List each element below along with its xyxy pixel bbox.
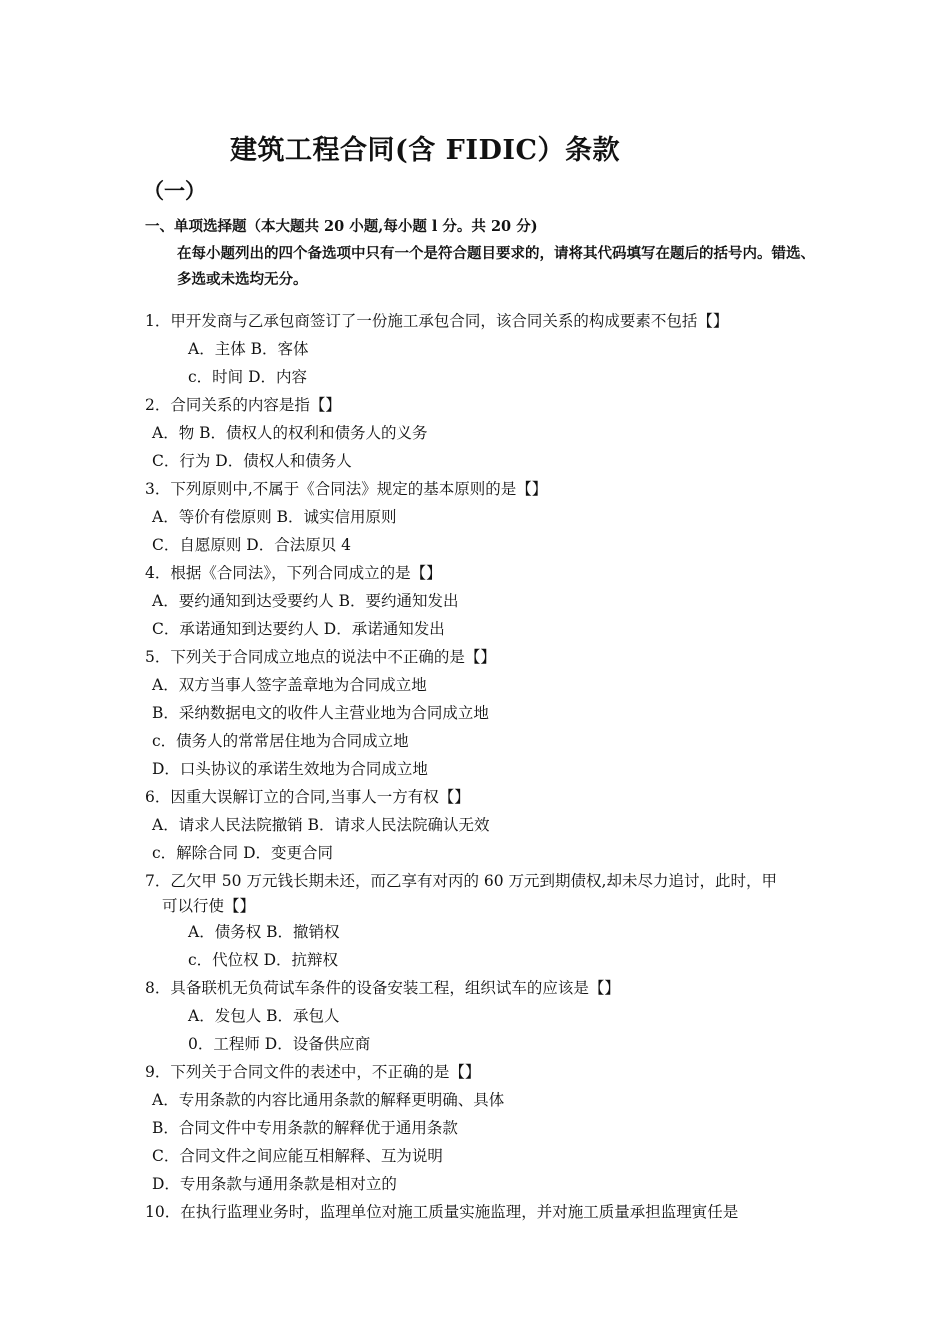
question-8: 8．具备联机无负荷试车条件的设备安装工程，组织试车的应该是【】 — [145, 979, 620, 997]
question-9-option-a: A．专用条款的内容比通用条款的解释更明确、具体 — [152, 1091, 505, 1109]
question-5-option-d: D．口头协议的承诺生效地为合同成立地 — [152, 760, 428, 778]
question-1-options-cd: c．时间 D．内容 — [188, 368, 308, 386]
question-9-option-d: D．专用条款与通用条款是相对立的 — [152, 1175, 397, 1193]
question-4-options-ab: A．要约通知到达受要约人 B．要约通知发出 — [152, 592, 459, 610]
question-2: 2．合同关系的内容是指【】 — [145, 396, 341, 414]
question-5-option-b: B．采纳数据电文的收件人主营业地为合同成立地 — [152, 704, 489, 722]
question-3: 3．下列原则中,不属于《合同法》规定的基本原则的是【】 — [145, 480, 548, 498]
question-1: 1．甲开发商与乙承包商签订了一份施工承包合同，该合同关系的构成要素不包括【】 — [145, 312, 729, 330]
question-7-options-cd: c．代位权 D．抗辩权 — [188, 951, 339, 969]
question-6-options-ab: A．请求人民法院撤销 B．请求人民法院确认无效 — [152, 816, 490, 834]
question-8-options-ab: A．发包人 B．承包人 — [188, 1007, 340, 1025]
question-5-option-a: A．双方当事人签字盖章地为合同成立地 — [152, 676, 427, 694]
question-2-options-cd: C．行为 D．债权人和债务人 — [152, 452, 352, 470]
question-5-option-c: c．债务人的常常居住地为合同成立地 — [152, 732, 409, 750]
section-instructions: 在每小题列出的四个备选项中只有一个是符合题目要求的，请将其代码填写在题后的括号内。错选、多选或未选均无分。 — [177, 245, 815, 288]
section-heading: 一、单项选择题（本大题共 20 小题,每小题 l 分。共 20 分) — [145, 218, 538, 235]
question-3-options-ab: A．等价有偿原则 B．诚实信用原则 — [152, 508, 397, 526]
question-9-option-b: B．合同文件中专用条款的解释优于通用条款 — [152, 1119, 458, 1137]
question-10: 10．在执行监理业务时，监理单位对施工质量实施监理，并对施工质量承担监理寅任是 — [145, 1203, 739, 1221]
question-2-options-ab: A．物 B．债权人的权利和债务人的义务 — [152, 424, 428, 442]
question-7-options-ab: A．债务权 B．撤销权 — [188, 923, 340, 941]
document-title: 建筑工程合同(含 FIDIC）条款 — [230, 135, 621, 166]
question-8-options-cd: 0．工程师 D．设备供应商 — [188, 1035, 371, 1053]
question-6-options-cd: c．解除合同 D．变更合同 — [152, 844, 334, 862]
question-1-options-ab: A．主体 B．客体 — [188, 340, 309, 358]
question-4-options-cd: C．承诺通知到达要约人 D．承诺通知发出 — [152, 620, 445, 638]
question-7-continued: 可以行使【】 — [162, 897, 256, 915]
question-3-options-cd: C．自愿原则 D．合法原贝 4 — [152, 536, 352, 554]
question-9-option-c: C．合同文件之间应能互相解释、互为说明 — [152, 1147, 443, 1165]
question-5: 5．下列关于合同成立地点的说法中不正确的是【】 — [145, 648, 496, 666]
document-subtitle: （一） — [143, 178, 206, 203]
question-9: 9．下列关于合同文件的表述中，不正确的是【】 — [145, 1063, 481, 1081]
question-4: 4．根据《合同法》，下列合同成立的是【】 — [145, 564, 442, 582]
question-6: 6．因重大误解订立的合同,当事人一方有权【】 — [145, 788, 470, 806]
question-7: 7．乙欠甲 50 万元钱长期未还，而乙享有对丙的 60 万元到期债权,却未尽力追讨，此时，甲 — [145, 872, 777, 890]
